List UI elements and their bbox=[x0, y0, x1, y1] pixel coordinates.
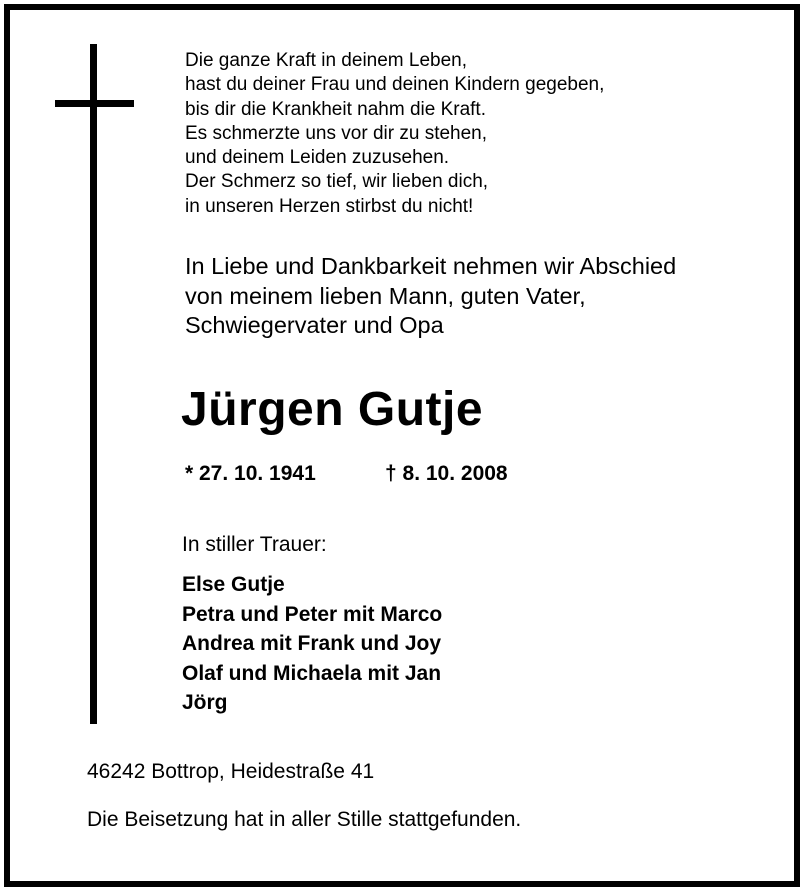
family-member: Jörg bbox=[182, 691, 228, 714]
mourning-heading: In stiller Trauer: bbox=[182, 533, 327, 556]
family-member: Andrea mit Frank und Joy bbox=[182, 632, 442, 655]
poem-line: Es schmerzte uns vor dir zu stehen, bbox=[185, 122, 488, 144]
poem-line: und deinem Leiden zuzusehen. bbox=[185, 147, 450, 169]
family-member: Petra und Peter mit Marco bbox=[182, 602, 443, 626]
family-member: Else Gutje bbox=[182, 573, 285, 596]
burial-note: Die Beisetzung hat in aller Stille stattgefunden. bbox=[87, 808, 522, 831]
cross-icon bbox=[90, 44, 97, 724]
farewell-text bbox=[185, 252, 676, 341]
cross-icon-crossbar bbox=[55, 100, 134, 107]
deceased-name: Jürgen Gutje bbox=[181, 383, 484, 436]
family-member: Olaf und Michaela mit Jan bbox=[182, 661, 442, 685]
poem bbox=[185, 49, 604, 219]
address: 46242 Bottrop, Heidestraße 41 bbox=[87, 760, 375, 783]
poem-line: hast du deiner Frau und deinen Kindern gegeben, bbox=[185, 74, 605, 96]
poem-line: Die ganze Kraft in deinem Leben, bbox=[185, 50, 468, 71]
farewell-line: von meinem lieben Mann, guten Vater, bbox=[185, 282, 586, 309]
life-dates bbox=[185, 460, 508, 488]
death-date: † 8. 10. 2008 bbox=[385, 462, 508, 485]
family-list bbox=[182, 570, 442, 718]
poem-line: Der Schmerz so tief, wir lieben dich, bbox=[185, 171, 489, 193]
birth-date: * 27. 10. 1941 bbox=[185, 462, 316, 485]
poem-line: bis dir die Krankheit nahm die Kraft. bbox=[185, 98, 486, 120]
farewell-line: In Liebe und Dankbarkeit nehmen wir Abschied bbox=[185, 253, 677, 279]
poem-line: in unseren Herzen stirbst du nicht! bbox=[185, 195, 474, 217]
farewell-line: Schwiegervater und Opa bbox=[185, 312, 444, 338]
